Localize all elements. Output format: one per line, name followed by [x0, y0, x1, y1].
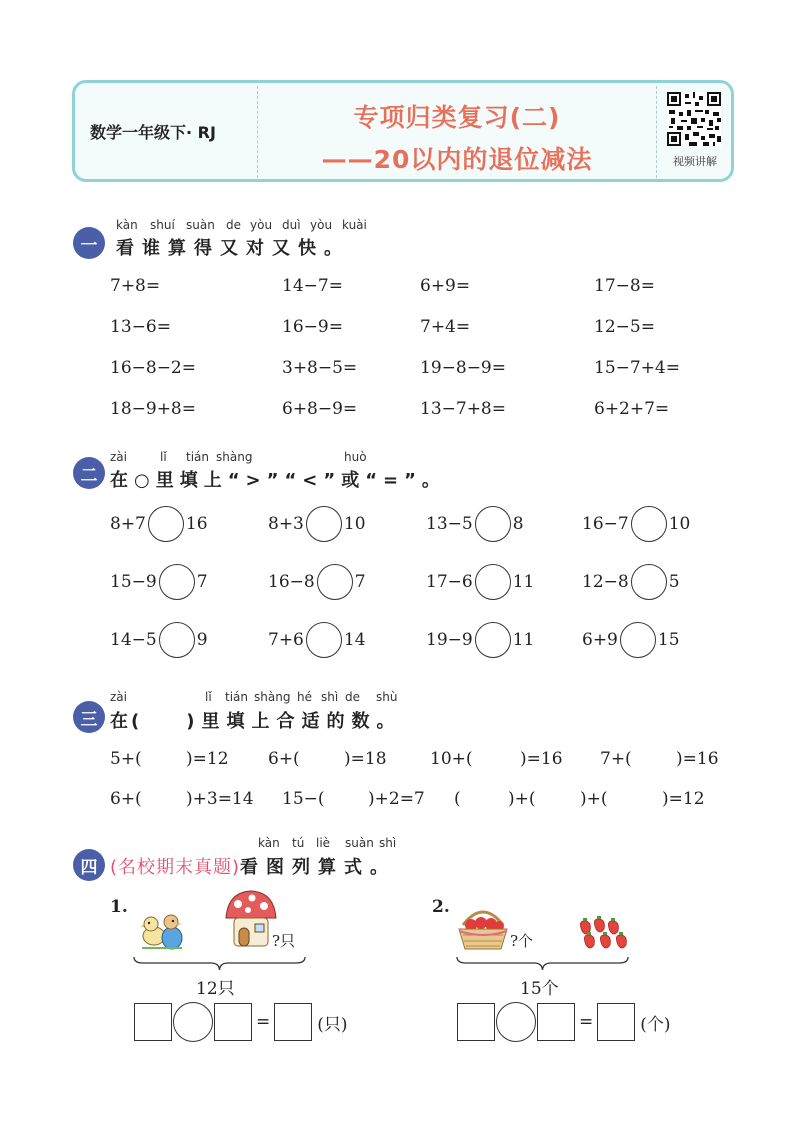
- compare-item: 15−9 7: [110, 564, 208, 600]
- answer-circle[interactable]: [317, 564, 353, 600]
- answer-circle[interactable]: [475, 564, 511, 600]
- birds-icon: [138, 906, 186, 952]
- grade-label: 数学一年级下· RJ: [90, 123, 216, 142]
- question-label: ?只: [272, 932, 296, 950]
- answer-circle[interactable]: [475, 506, 511, 542]
- section-4-badge: 四: [73, 849, 105, 881]
- answer-box[interactable]: [134, 1003, 172, 1041]
- problem: 17−8=: [594, 276, 655, 296]
- compare-item: 19−9 11: [426, 622, 534, 658]
- section-1-badge: 一: [73, 227, 105, 259]
- answer-blank[interactable]: [606, 789, 656, 811]
- qr-code-icon[interactable]: [667, 92, 721, 146]
- answer-circle[interactable]: [631, 564, 667, 600]
- compare-item: 16−7 10: [582, 506, 690, 542]
- compare-item: 16−8 7: [268, 564, 366, 600]
- answer-blank[interactable]: [632, 749, 676, 771]
- problem: 12−5=: [594, 317, 655, 337]
- section-3-grid: 5+( )=12 6+( )=18 10+( )=16 7+( )=16 6+( )+3=14 15−( )+2=7 ( )+( )+( )=12: [110, 749, 719, 809]
- answer-box[interactable]: [537, 1003, 575, 1041]
- unit-label: (个): [640, 1014, 671, 1035]
- total-label: 12只: [196, 979, 235, 999]
- section-3-instruction: 在( )里填上合适的数。: [110, 711, 402, 732]
- header-divider: [656, 86, 657, 178]
- strawberries-icon: [574, 913, 630, 955]
- brace-icon: [133, 955, 306, 973]
- compare-item: 8+7 16: [110, 506, 208, 542]
- answer-circle[interactable]: [173, 1002, 213, 1042]
- answer-blank[interactable]: [300, 749, 344, 771]
- problem: 15−7+4=: [594, 358, 680, 378]
- problem: 16−8−2=: [110, 358, 196, 378]
- problem: 6+2+7=: [594, 399, 670, 419]
- equation-row: = (只): [134, 1002, 348, 1042]
- page-title: 专项归类复习(二): [353, 103, 561, 132]
- answer-circle[interactable]: [148, 506, 184, 542]
- problem-number: 1.: [110, 897, 128, 917]
- problem: 7+4=: [420, 317, 471, 337]
- section-2-grid: [110, 506, 710, 686]
- exam-tag: (名校期末真题): [110, 857, 241, 878]
- brace-icon: [456, 955, 629, 973]
- answer-blank[interactable]: [324, 789, 368, 811]
- question-label: ?个: [510, 932, 534, 950]
- answer-circle[interactable]: [306, 506, 342, 542]
- page-subtitle: ——20以内的退位减法: [321, 145, 593, 174]
- strawberry-basket-icon: [455, 905, 511, 953]
- equation-row: = (个): [457, 1002, 671, 1042]
- answer-circle[interactable]: [631, 506, 667, 542]
- answer-box[interactable]: [597, 1003, 635, 1041]
- problem: 6+9=: [420, 276, 471, 296]
- total-label: 15个: [520, 979, 559, 999]
- answer-circle[interactable]: [496, 1002, 536, 1042]
- answer-circle[interactable]: [475, 622, 511, 658]
- answer-blank[interactable]: [142, 789, 186, 811]
- section-4-instruction: (名校期末真题)看图列算式。: [110, 857, 397, 878]
- compare-item: 12−8 5: [582, 564, 680, 600]
- section-1-instruction: 看谁算得又对又快。: [116, 238, 350, 259]
- compare-item: 14−5 9: [110, 622, 208, 658]
- answer-box[interactable]: [457, 1003, 495, 1041]
- problem: 3+8−5=: [282, 358, 358, 378]
- answer-blank[interactable]: [472, 749, 520, 771]
- problem: 13−7+8=: [420, 399, 506, 419]
- compare-item: 8+3 10: [268, 506, 366, 542]
- answer-blank[interactable]: [142, 749, 186, 771]
- compare-item: 6+9 15: [582, 622, 680, 658]
- answer-circle[interactable]: [159, 564, 195, 600]
- answer-box[interactable]: [274, 1003, 312, 1041]
- problem: 18−9+8=: [110, 399, 196, 419]
- compare-item: 13−5 8: [426, 506, 524, 542]
- problem: 16−9=: [282, 317, 343, 337]
- answer-circle[interactable]: [620, 622, 656, 658]
- section-2-instruction: 在○里填上“>”“<”或“=”。: [110, 470, 446, 491]
- compare-item: 17−6 11: [426, 564, 534, 600]
- answer-blank[interactable]: [466, 789, 508, 811]
- qr-label: 视频讲解: [673, 155, 717, 168]
- problem: 14−7=: [282, 276, 343, 296]
- problem: 13−6=: [110, 317, 171, 337]
- problem: 6+8−9=: [282, 399, 358, 419]
- section-3-badge: 三: [73, 701, 105, 733]
- answer-circle[interactable]: [159, 622, 195, 658]
- compare-item: 7+6 14: [268, 622, 366, 658]
- answer-circle[interactable]: [306, 622, 342, 658]
- problem-number: 2.: [432, 897, 450, 917]
- problem: 7+8=: [110, 276, 161, 296]
- answer-box[interactable]: [214, 1003, 252, 1041]
- unit-label: (只): [317, 1014, 348, 1035]
- answer-blank[interactable]: [534, 789, 576, 811]
- section-2-badge: 二: [73, 457, 105, 489]
- problem: 19−8−9=: [420, 358, 506, 378]
